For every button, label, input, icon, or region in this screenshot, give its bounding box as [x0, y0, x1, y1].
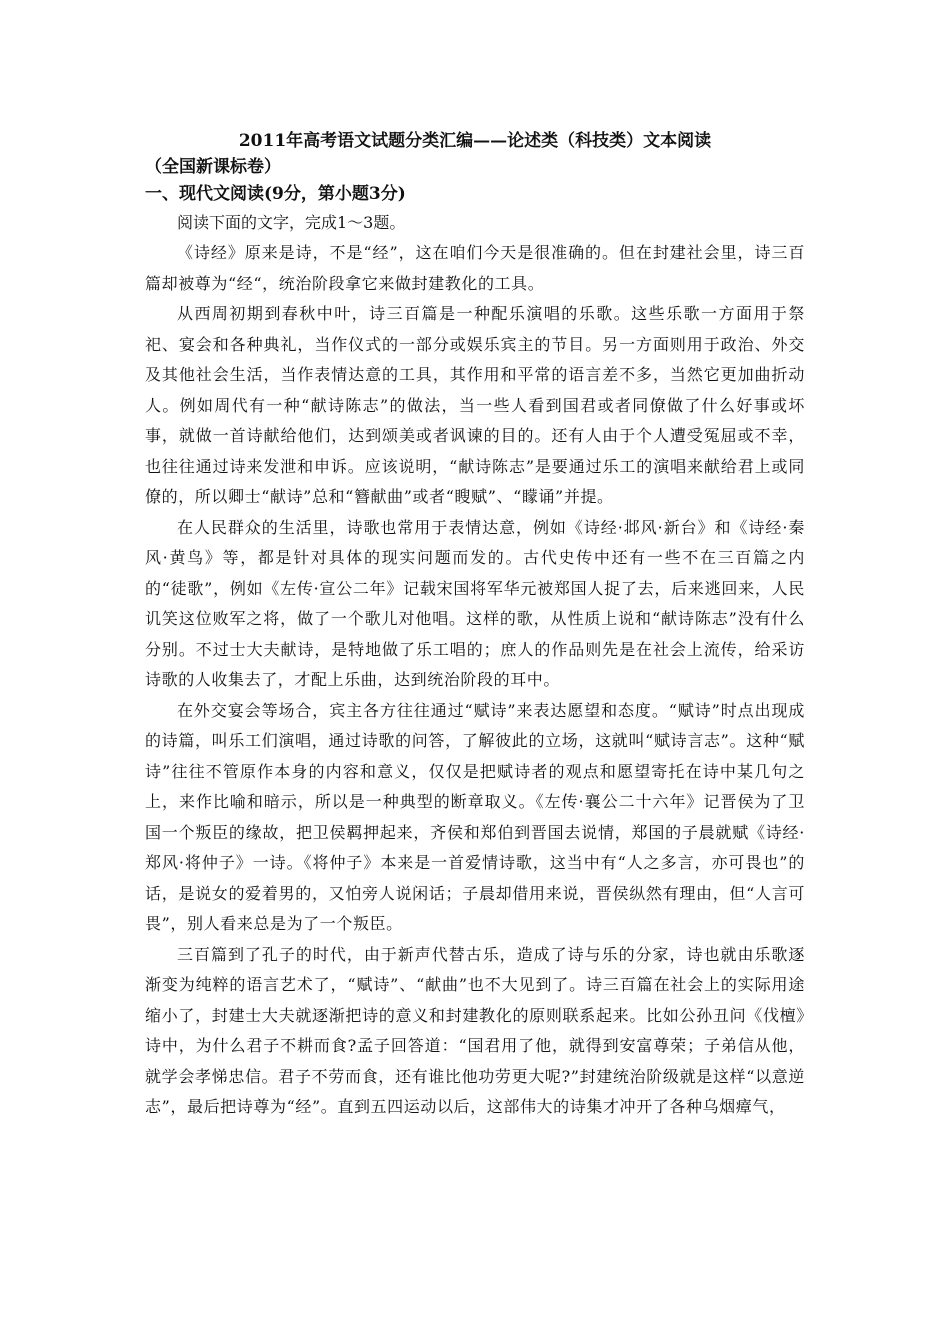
paragraph-1: 《诗经》原来是诗，不是“经”，这在咱们今天是很准确的。但在封建社会里，诗三百篇却被尊为“经“，统治阶段拿它来做封建教化的工具。: [145, 243, 805, 293]
paragraph-4: 在外交宴会等场合，宾主各方往往通过“赋诗”来表达愿望和态度。“赋诗”时点出现成的诗篇，叫乐工们演唱，通过诗歌的问答，了解彼此的立场，这就叫“赋诗言志”。这种“赋诗”往往不管原作本身的内容和意义，仅仅是把赋诗者的观点和愿望寄托在诗中某几句之上，来作比喻和暗示，所以是一种典型的断章取义。《左传·襄公二十六年》记晋侯为了卫国一个叛臣的缘故，把卫侯羁押起来，齐侯和郑伯到晋国去说情，郑国的子晨就赋《诗经·郑风·将仲子》一诗。《将仲子》本来是一首爱情诗歌，这当中有“人之多言，亦可畏也”的话，是说女的爱着男的，又怕旁人说闲话；子晨却借用来说，晋侯纵然有理由，但“人言可畏”，别人看来总是为了一个叛臣。: [145, 700, 805, 933]
paragraph-2: 从西周初期到春秋中叶，诗三百篇是一种配乐演唱的乐歌。这些乐歌一方面用于祭祀、宴会和各种典礼，当作仪式的一部分或娱乐宾主的节目。另一方面则用于政治、外交及其他社会生活，当作表情达意的工具，其作用和平常的语言差不多，当然它更加曲折动人。例如周代有一种“献诗陈志”的做法，当一些人看到国君或者同僚做了什么好事或坏事，就做一首诗献给他们，达到颂美或者讽谏的目的。还有人由于个人遭受冤屈或不幸，也往往通过诗来发泄和申诉。应该说明，“献诗陈志”是要通过乐工的演唱来献给君上或同僚的，所以卿士“献诗”总和“簪献曲”或者“瞍赋”、“矇诵”并提。: [145, 304, 805, 506]
paragraph-3: 在人民群众的生活里，诗歌也常用于表情达意，例如《诗经·邶风·新台》和《诗经·秦风·黄鸟》等，都是针对具体的现实问题而发的。古代史传中还有一些不在三百篇之内的“徒歌”，例如《左传·宣公二年》记载宋国将军华元被郑国人捉了去，后来逃回来，人民讥笑这位败军之将，做了一个歌儿对他唱。这样的歌，从性质上说和“献诗陈志”没有什么分别。不过士大夫献诗，是特地做了乐工唱的；庶人的作品则先是在社会上流传，给采访诗歌的人收集去了，才配上乐曲，达到统治阶段的耳中。: [145, 517, 805, 689]
reading-instruction: 阅读下面的文字，完成1～3题。: [177, 213, 406, 232]
document-body: [145, 128, 805, 1123]
paragraph-5: 三百篇到了孔子的时代，由于新声代替古乐，造成了诗与乐的分家，诗也就由乐歌逐渐变为纯粹的语言艺术了，“赋诗”、“献曲”也不大见到了。诗三百篇在社会上的实际用途缩小了，封建士大夫就逐渐把诗的意义和封建教化的原则联系起来。比如公孙丑问《伐檀》诗中，为什么君子不耕而食?孟子回答道：“国君用了他，就得到安富尊荣；子弟信从他，就学会孝悌忠信。君子不劳而食，还有谁比他功劳更大呢?”封建统治阶级就是这样“以意逆志”，最后把诗尊为“经”。直到五四运动以后，这部伟大的诗集才冲开了各种乌烟瘴气，: [145, 944, 805, 1116]
document-subtitle: （全国新课标卷）: [145, 157, 281, 177]
section-heading: 一、现代文阅读(9分，第小题3分): [145, 184, 406, 204]
document-title: 2011年高考语文试题分类汇编——论述类（科技类）文本阅读: [238, 131, 712, 151]
